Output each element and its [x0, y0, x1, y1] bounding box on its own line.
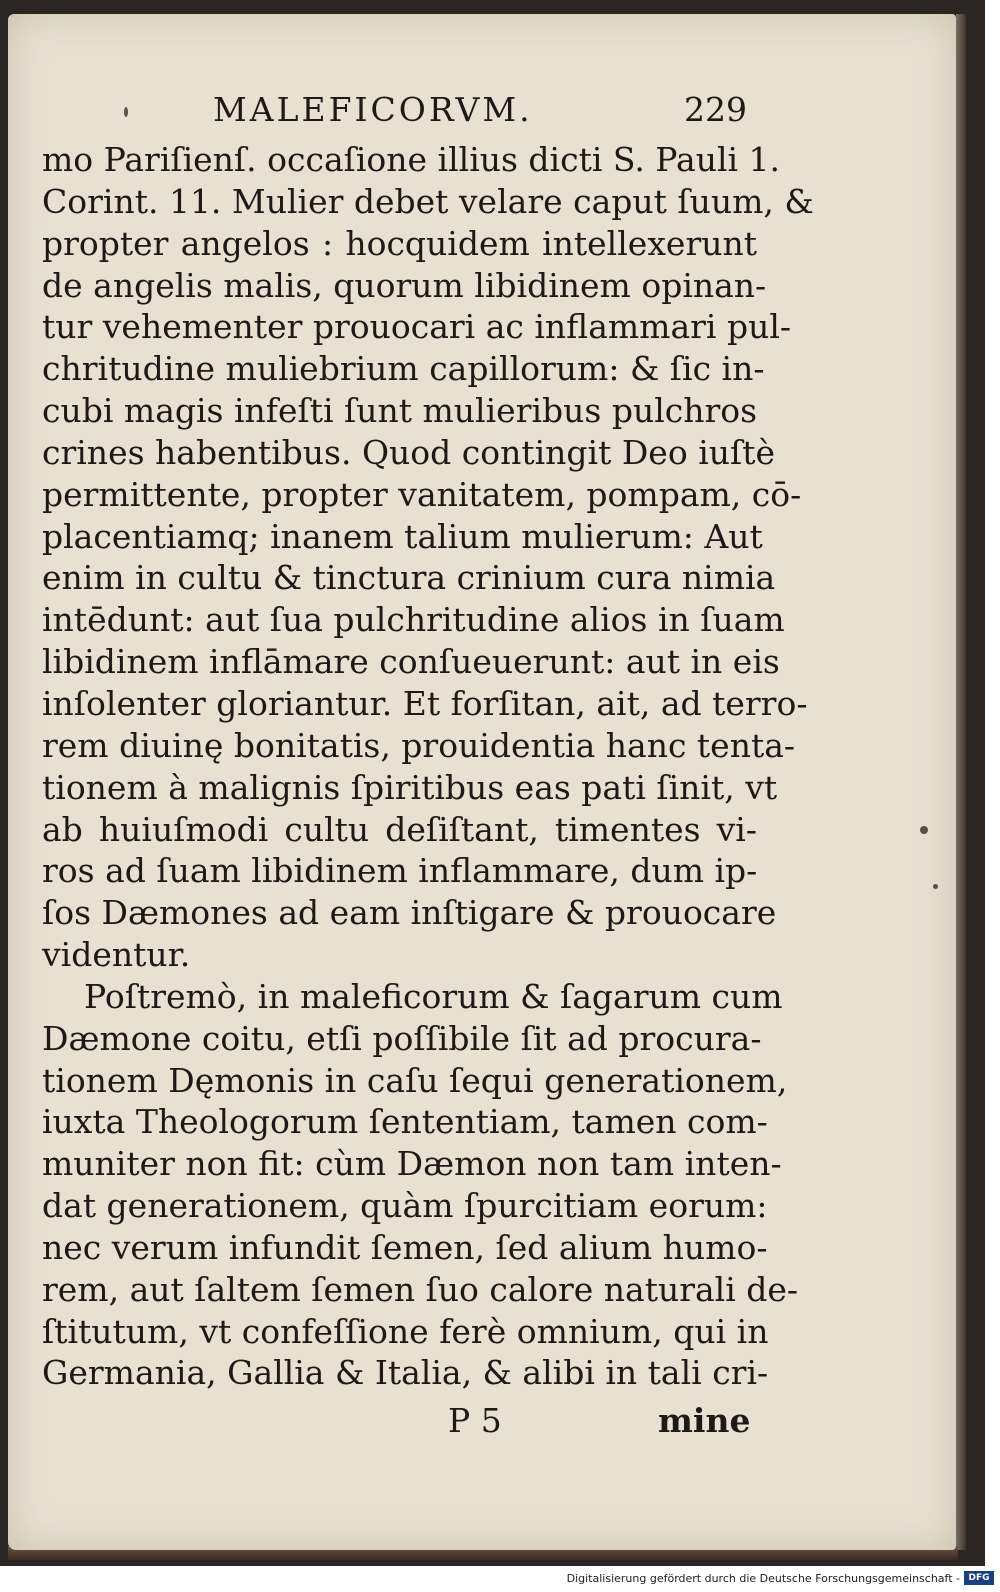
page-number: 229: [684, 90, 747, 129]
text-line: ros ad ſuam libidinem inflammare, dum ip-: [42, 851, 758, 891]
text-line: Dæmone coitu, etſi poſſibile ſit ad procura-: [42, 1018, 762, 1058]
running-head-title: MALEFICORVM.: [213, 90, 533, 129]
text-line: dat generationem, quàm ſpurcitiam eorum:: [42, 1186, 768, 1226]
footer-bar: [0, 1566, 1000, 1592]
paper-speck: [933, 884, 938, 889]
text-line: nec verum infundit ſemen, ſed alium humo-: [42, 1227, 768, 1267]
text-line: iuxta Theologorum ſententiam, tamen com-: [42, 1102, 768, 1142]
text-line: enim in cultu & tinctura crinium cura nimia: [42, 558, 776, 598]
catchword: mine: [658, 1401, 751, 1440]
text-line: cubi magis infeſti ſunt mulieribus pulchros: [42, 391, 758, 431]
text-line: de angelis malis, quorum libidinem opinan-: [42, 265, 767, 305]
running-head: [8, 90, 956, 130]
body-text: [42, 139, 814, 1394]
text-line: Poſtremò, in maleficorum & ſagarum cum: [84, 976, 783, 1016]
text-line: inſolenter gloriantur. Et forſitan, ait, ad terro-: [42, 683, 808, 723]
text-line: Corint. 11. Mulier debet velare caput ſuum, &: [42, 181, 814, 221]
text-line: tionem Dęmonis in caſu ſequi generationem,: [42, 1060, 788, 1100]
text-line: chritudine muliebrium capillorum: & ſic in-: [42, 349, 765, 389]
book-page: [8, 14, 956, 1550]
text-line: Germania, Gallia & Italia, & alibi in tali cri-: [42, 1353, 769, 1393]
page-edge-right: [956, 14, 966, 1550]
text-line: intēdunt: aut ſua pulchritudine alios in ſuam: [42, 600, 785, 640]
signature-mark: P 5: [448, 1401, 502, 1440]
text-line: tionem à malignis ſpiritibus eas pati ſinit, vt: [42, 767, 778, 807]
text-line: ab huiuſmodi cultu deſiſtant, timentes vi-: [42, 809, 757, 849]
text-line: permittente, propter vanitatem, pompam, cō-: [42, 474, 802, 514]
text-line: videntur.: [42, 935, 191, 975]
text-line: ſtitutum, vt confeſſione ferè omnium, qui in: [42, 1311, 769, 1351]
text-line: muniter non fit: cùm Dæmon non tam inten-: [42, 1144, 782, 1184]
text-line: crines habentibus. Quod contingit Deo iuſtè: [42, 432, 776, 472]
text-line: propter angelos : hocquidem intellexerunt: [42, 223, 757, 263]
text-line: mo Pariſienſ. occaſione illius dicti S. Pauli 1.: [42, 140, 781, 179]
paper-speck: [920, 826, 928, 834]
dfg-logo: DFG: [964, 1571, 994, 1585]
text-line: rem, aut ſaltem ſemen ſuo calore naturali de-: [42, 1269, 799, 1309]
text-line: ſos Dæmones ad eam inſtigare & prouocare: [42, 893, 777, 933]
text-line: libidinem inflāmare conſueuerunt: aut in eis: [42, 642, 780, 682]
text-line: tur vehementer prouocari ac inflammari pul-: [42, 307, 792, 347]
text-line: placentiamq; inanem talium mulierum: Aut: [42, 516, 763, 556]
paper-speck: [124, 107, 128, 117]
footer-credit: Digitalisierung gefördert durch die Deutsche Forschungsgemeinschaft -: [566, 1572, 960, 1585]
text-line: rem diuinę bonitatis, prouidentia hanc tenta-: [42, 725, 796, 765]
